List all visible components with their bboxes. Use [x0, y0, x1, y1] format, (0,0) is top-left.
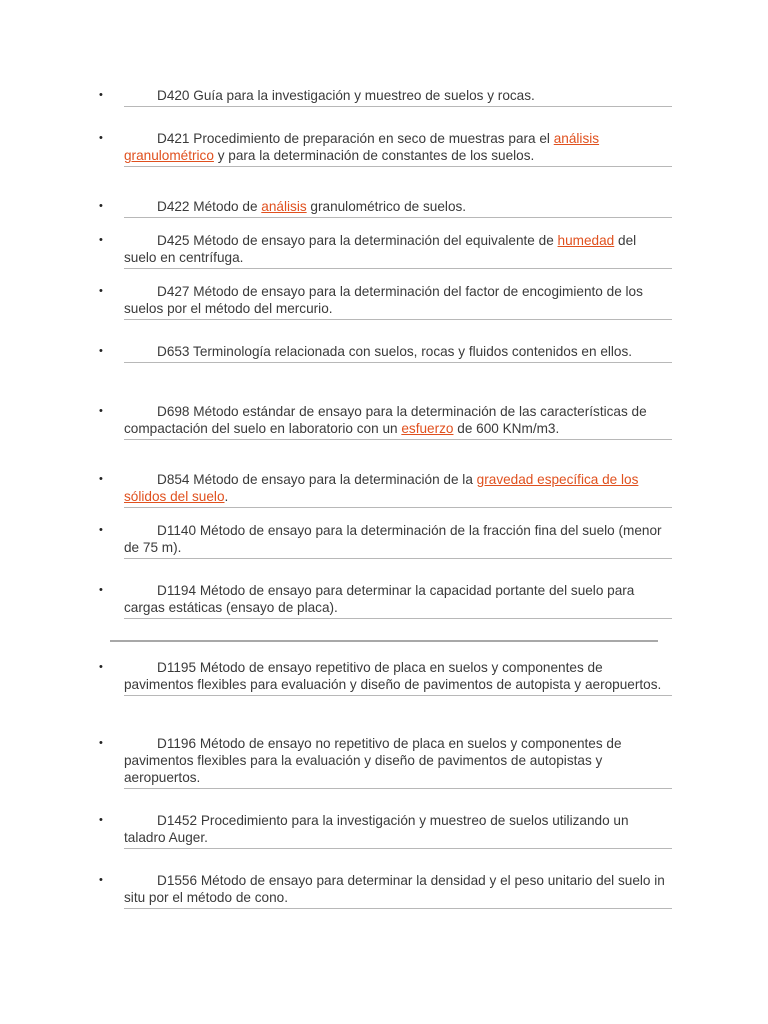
bullet-icon: •: [99, 473, 103, 485]
standard-code: D420: [157, 88, 190, 103]
standard-code: D421: [157, 131, 190, 146]
bullet-icon: •: [99, 874, 103, 886]
item-text: Método de ensayo para la determinación de la fracción fina del suelo (menor de 75 m).: [124, 523, 662, 555]
item-text: Método de: [193, 199, 262, 214]
list-item: [99, 343, 672, 363]
link-gravedad-especifica[interactable]: gravedad específica de los sólidos del suelo: [124, 472, 639, 504]
bullet-icon: •: [99, 89, 103, 101]
item-text: Método estándar de ensayo para la determinación de las características de compactación del suelo en laboratorio con un: [124, 404, 647, 436]
list-item: [99, 283, 672, 320]
item-text: .: [224, 489, 229, 504]
item-text: Método de ensayo no repetitivo de placa en suelos y componentes de pavimentos flexibles para la evaluación y diseño de pavimentos de autopistas y aeropuertos.: [124, 736, 622, 785]
bullet-icon: •: [99, 345, 103, 357]
bullet-icon: •: [99, 814, 103, 826]
item-text: Método de ensayo para la determinación de la: [193, 472, 477, 487]
standard-code: D422: [157, 199, 190, 214]
standard-code: D1556: [157, 873, 198, 888]
standard-code: D653: [157, 344, 190, 359]
bullet-icon: •: [99, 737, 103, 749]
item-text: del suelo en centrífuga.: [124, 233, 637, 265]
item-text: Procedimiento de preparación en seco de muestras para el: [193, 131, 554, 146]
item-text: Método de ensayo para la determinación del equivalente de: [193, 233, 558, 248]
bullet-icon: •: [99, 661, 103, 673]
list-item: [99, 812, 672, 849]
list-item: [99, 582, 672, 619]
list-item: [99, 659, 672, 696]
standard-code: D1140: [157, 523, 197, 538]
bullet-icon: •: [99, 285, 103, 297]
item-text: y para la determinación de constantes de los suelos.: [213, 148, 535, 163]
list-item: [99, 87, 672, 107]
list-item: [99, 735, 672, 789]
list-item: [99, 522, 672, 559]
standard-code: D425: [157, 233, 190, 248]
list-item: [99, 130, 672, 167]
item-text: Procedimiento para la investigación y muestreo de suelos utilizando un taladro Auger.: [124, 813, 629, 845]
bullet-icon: •: [99, 524, 103, 536]
item-text: de 600 KNm/m3.: [453, 421, 560, 436]
list-item: [99, 232, 672, 269]
list-item: [99, 403, 672, 440]
item-text: granulométrico de suelos.: [306, 199, 467, 214]
standard-code: D1452: [157, 813, 198, 828]
item-text: Guía para la investigación y muestreo de suelos y rocas.: [193, 88, 535, 103]
bullet-icon: •: [99, 200, 103, 212]
link-analisis[interactable]: análisis: [261, 199, 307, 214]
standard-code: D1196: [157, 736, 197, 751]
item-text: Método de ensayo para determinar la capacidad portante del suelo para cargas estáticas (ensayo de placa).: [124, 583, 635, 615]
link-analisis-granulometrico[interactable]: análisis granulométrico: [124, 131, 600, 163]
section-divider: [110, 640, 658, 642]
standard-code: D427: [157, 284, 190, 299]
link-humedad[interactable]: humedad: [557, 233, 615, 248]
link-esfuerzo[interactable]: esfuerzo: [401, 421, 454, 436]
standard-code: D1195: [157, 660, 197, 675]
bullet-icon: •: [99, 234, 103, 246]
bullet-icon: •: [99, 405, 103, 417]
list-item: [99, 471, 672, 508]
bullet-icon: •: [99, 132, 103, 144]
item-text: Método de ensayo repetitivo de placa en suelos y componentes de pavimentos flexibles para evaluación y diseño de pavimentos de autopista y aeropuertos.: [124, 660, 662, 692]
bullet-icon: •: [99, 584, 103, 596]
item-text: Método de ensayo para la determinación del factor de encogimiento de los suelos por el método del mercurio.: [124, 284, 643, 316]
item-text: Terminología relacionada con suelos, rocas y fluidos contenidos en ellos.: [193, 344, 633, 359]
standard-code: D1194: [157, 583, 197, 598]
standard-code: D698: [157, 404, 190, 419]
list-item: [99, 872, 672, 909]
standard-code: D854: [157, 472, 190, 487]
item-text: Método de ensayo para determinar la densidad y el peso unitario del suelo in situ por el método de cono.: [124, 873, 665, 905]
list-item: [99, 198, 672, 218]
